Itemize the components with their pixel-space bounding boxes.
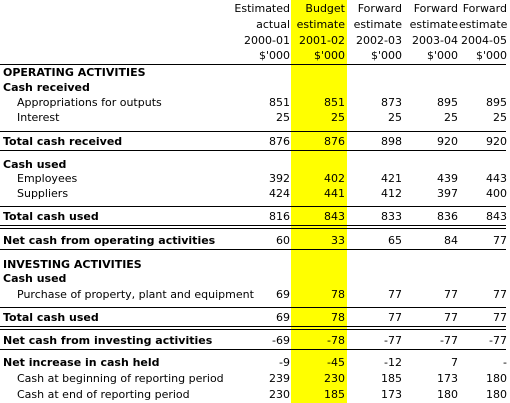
- value-cell: 421: [381, 172, 402, 185]
- value-cell: 239: [269, 372, 290, 385]
- table-row: [0, 387, 510, 402]
- row-label: Cash used: [3, 158, 67, 171]
- value-cell: 898: [381, 135, 402, 148]
- value-cell: 441: [324, 187, 345, 200]
- total-rule: [0, 307, 506, 308]
- column-header-cell: 2003-04: [412, 34, 458, 47]
- value-cell: 185: [324, 388, 345, 401]
- row-label: Employees: [17, 172, 78, 185]
- column-header-cell: $'000: [313, 49, 345, 62]
- value-cell: 439: [437, 172, 458, 185]
- column-header-cell: 2002-03: [356, 34, 402, 47]
- column-header-cell: estimate: [459, 18, 508, 31]
- value-cell: 77: [493, 234, 507, 247]
- value-cell: 173: [381, 388, 402, 401]
- value-cell: 25: [388, 111, 402, 124]
- total-row: [0, 333, 510, 348]
- value-cell: 78: [331, 311, 345, 324]
- value-cell: 77: [493, 311, 507, 324]
- value-cell: -12: [384, 356, 402, 369]
- column-header-cell: 2000-01: [244, 34, 290, 47]
- column-header-cell: estimate: [353, 18, 402, 31]
- row-label: Net increase in cash held: [3, 356, 160, 369]
- column-header-cell: Forward: [413, 2, 458, 15]
- total-row: [0, 134, 510, 149]
- value-cell: 392: [269, 172, 290, 185]
- table-row: [0, 371, 510, 386]
- total-row: [0, 355, 510, 370]
- value-cell: 25: [493, 111, 507, 124]
- row-label: Cash received: [3, 81, 90, 94]
- column-header-cell: $'000: [426, 49, 458, 62]
- total-rule: [0, 225, 506, 226]
- value-cell: -9: [279, 356, 290, 369]
- column-header-cell: $'000: [370, 49, 402, 62]
- total-rule: [0, 349, 506, 350]
- subheading-row: [0, 271, 510, 286]
- column-header-cell: $'000: [475, 49, 507, 62]
- value-cell: 84: [444, 234, 458, 247]
- value-cell: 77: [388, 311, 402, 324]
- value-cell: 7: [451, 356, 458, 369]
- total-row: [0, 310, 510, 325]
- subheading-row: [0, 157, 510, 172]
- heading-row: [0, 257, 510, 272]
- value-cell: 833: [381, 210, 402, 223]
- table-row: [0, 287, 510, 302]
- value-cell: 895: [486, 96, 507, 109]
- column-header-cell: estimate: [409, 18, 458, 31]
- heading-row: [0, 65, 510, 80]
- subheading-row: [0, 80, 510, 95]
- value-cell: 851: [324, 96, 345, 109]
- header-row: [0, 17, 510, 32]
- value-cell: 843: [324, 210, 345, 223]
- row-label: Net cash from investing activities: [3, 334, 213, 347]
- header-row: [0, 33, 510, 48]
- header-row: [0, 48, 510, 63]
- total-row: [0, 209, 510, 224]
- value-cell: 920: [486, 135, 507, 148]
- value-cell: 400: [486, 187, 507, 200]
- value-cell: 180: [437, 388, 458, 401]
- value-cell: 180: [486, 372, 507, 385]
- total-rule: [0, 131, 506, 132]
- value-cell: 230: [324, 372, 345, 385]
- value-cell: -77: [384, 334, 402, 347]
- row-label: Total cash used: [3, 210, 99, 223]
- row-label: Cash used: [3, 272, 67, 285]
- value-cell: 69: [276, 288, 290, 301]
- column-header-cell: 2001-02: [299, 34, 345, 47]
- row-label: Cash at beginning of reporting period: [17, 372, 224, 385]
- header-row: [0, 1, 510, 16]
- value-cell: 33: [331, 234, 345, 247]
- total-rule: [0, 150, 506, 151]
- table-row: [0, 171, 510, 186]
- value-cell: 185: [381, 372, 402, 385]
- value-cell: -78: [327, 334, 345, 347]
- row-label: Net cash from operating activities: [3, 234, 216, 247]
- total-rule: [0, 249, 506, 250]
- column-header-cell: $'000: [258, 49, 290, 62]
- row-label: Total cash used: [3, 311, 99, 324]
- table-row: [0, 186, 510, 201]
- value-cell: 876: [324, 135, 345, 148]
- value-cell: 402: [324, 172, 345, 185]
- value-cell: 843: [486, 210, 507, 223]
- value-cell: 25: [331, 111, 345, 124]
- row-label: Interest: [17, 111, 60, 124]
- column-header-cell: 2004-05: [461, 34, 507, 47]
- value-cell: 851: [269, 96, 290, 109]
- total-rule: [0, 329, 506, 330]
- value-cell: -: [503, 356, 507, 369]
- value-cell: 77: [444, 311, 458, 324]
- value-cell: 25: [276, 111, 290, 124]
- value-cell: -77: [489, 334, 507, 347]
- total-rule: [0, 326, 506, 327]
- value-cell: 397: [437, 187, 458, 200]
- value-cell: 65: [388, 234, 402, 247]
- value-cell: 173: [437, 372, 458, 385]
- row-label: INVESTING ACTIVITIES: [3, 258, 142, 271]
- total-rule: [0, 206, 506, 207]
- column-header-cell: Estimated: [234, 2, 290, 15]
- value-cell: 77: [388, 288, 402, 301]
- value-cell: 77: [444, 288, 458, 301]
- table-row: [0, 110, 510, 125]
- row-label: Suppliers: [17, 187, 69, 200]
- value-cell: 836: [437, 210, 458, 223]
- table-row: [0, 95, 510, 110]
- value-cell: -69: [272, 334, 290, 347]
- value-cell: 443: [486, 172, 507, 185]
- value-cell: 424: [269, 187, 290, 200]
- value-cell: 78: [331, 288, 345, 301]
- value-cell: 230: [269, 388, 290, 401]
- row-label: Purchase of property, plant and equipment: [17, 288, 254, 301]
- value-cell: 816: [269, 210, 290, 223]
- value-cell: 876: [269, 135, 290, 148]
- value-cell: 895: [437, 96, 458, 109]
- value-cell: 873: [381, 96, 402, 109]
- value-cell: 412: [381, 187, 402, 200]
- column-header-cell: actual: [256, 18, 290, 31]
- value-cell: 25: [444, 111, 458, 124]
- column-header-cell: Forward: [462, 2, 507, 15]
- value-cell: 920: [437, 135, 458, 148]
- value-cell: 77: [493, 288, 507, 301]
- column-header-cell: Forward: [357, 2, 402, 15]
- value-cell: -45: [327, 356, 345, 369]
- value-cell: 180: [486, 388, 507, 401]
- value-cell: 60: [276, 234, 290, 247]
- row-label: Appropriations for outputs: [17, 96, 162, 109]
- column-header-cell: Budget: [305, 2, 345, 15]
- row-label: Cash at end of reporting period: [17, 388, 190, 401]
- value-cell: -77: [440, 334, 458, 347]
- total-rule: [0, 228, 506, 229]
- total-row: [0, 233, 510, 248]
- row-label: OPERATING ACTIVITIES: [3, 66, 146, 79]
- column-header-cell: estimate: [296, 18, 345, 31]
- value-cell: 69: [276, 311, 290, 324]
- row-label: Total cash received: [3, 135, 123, 148]
